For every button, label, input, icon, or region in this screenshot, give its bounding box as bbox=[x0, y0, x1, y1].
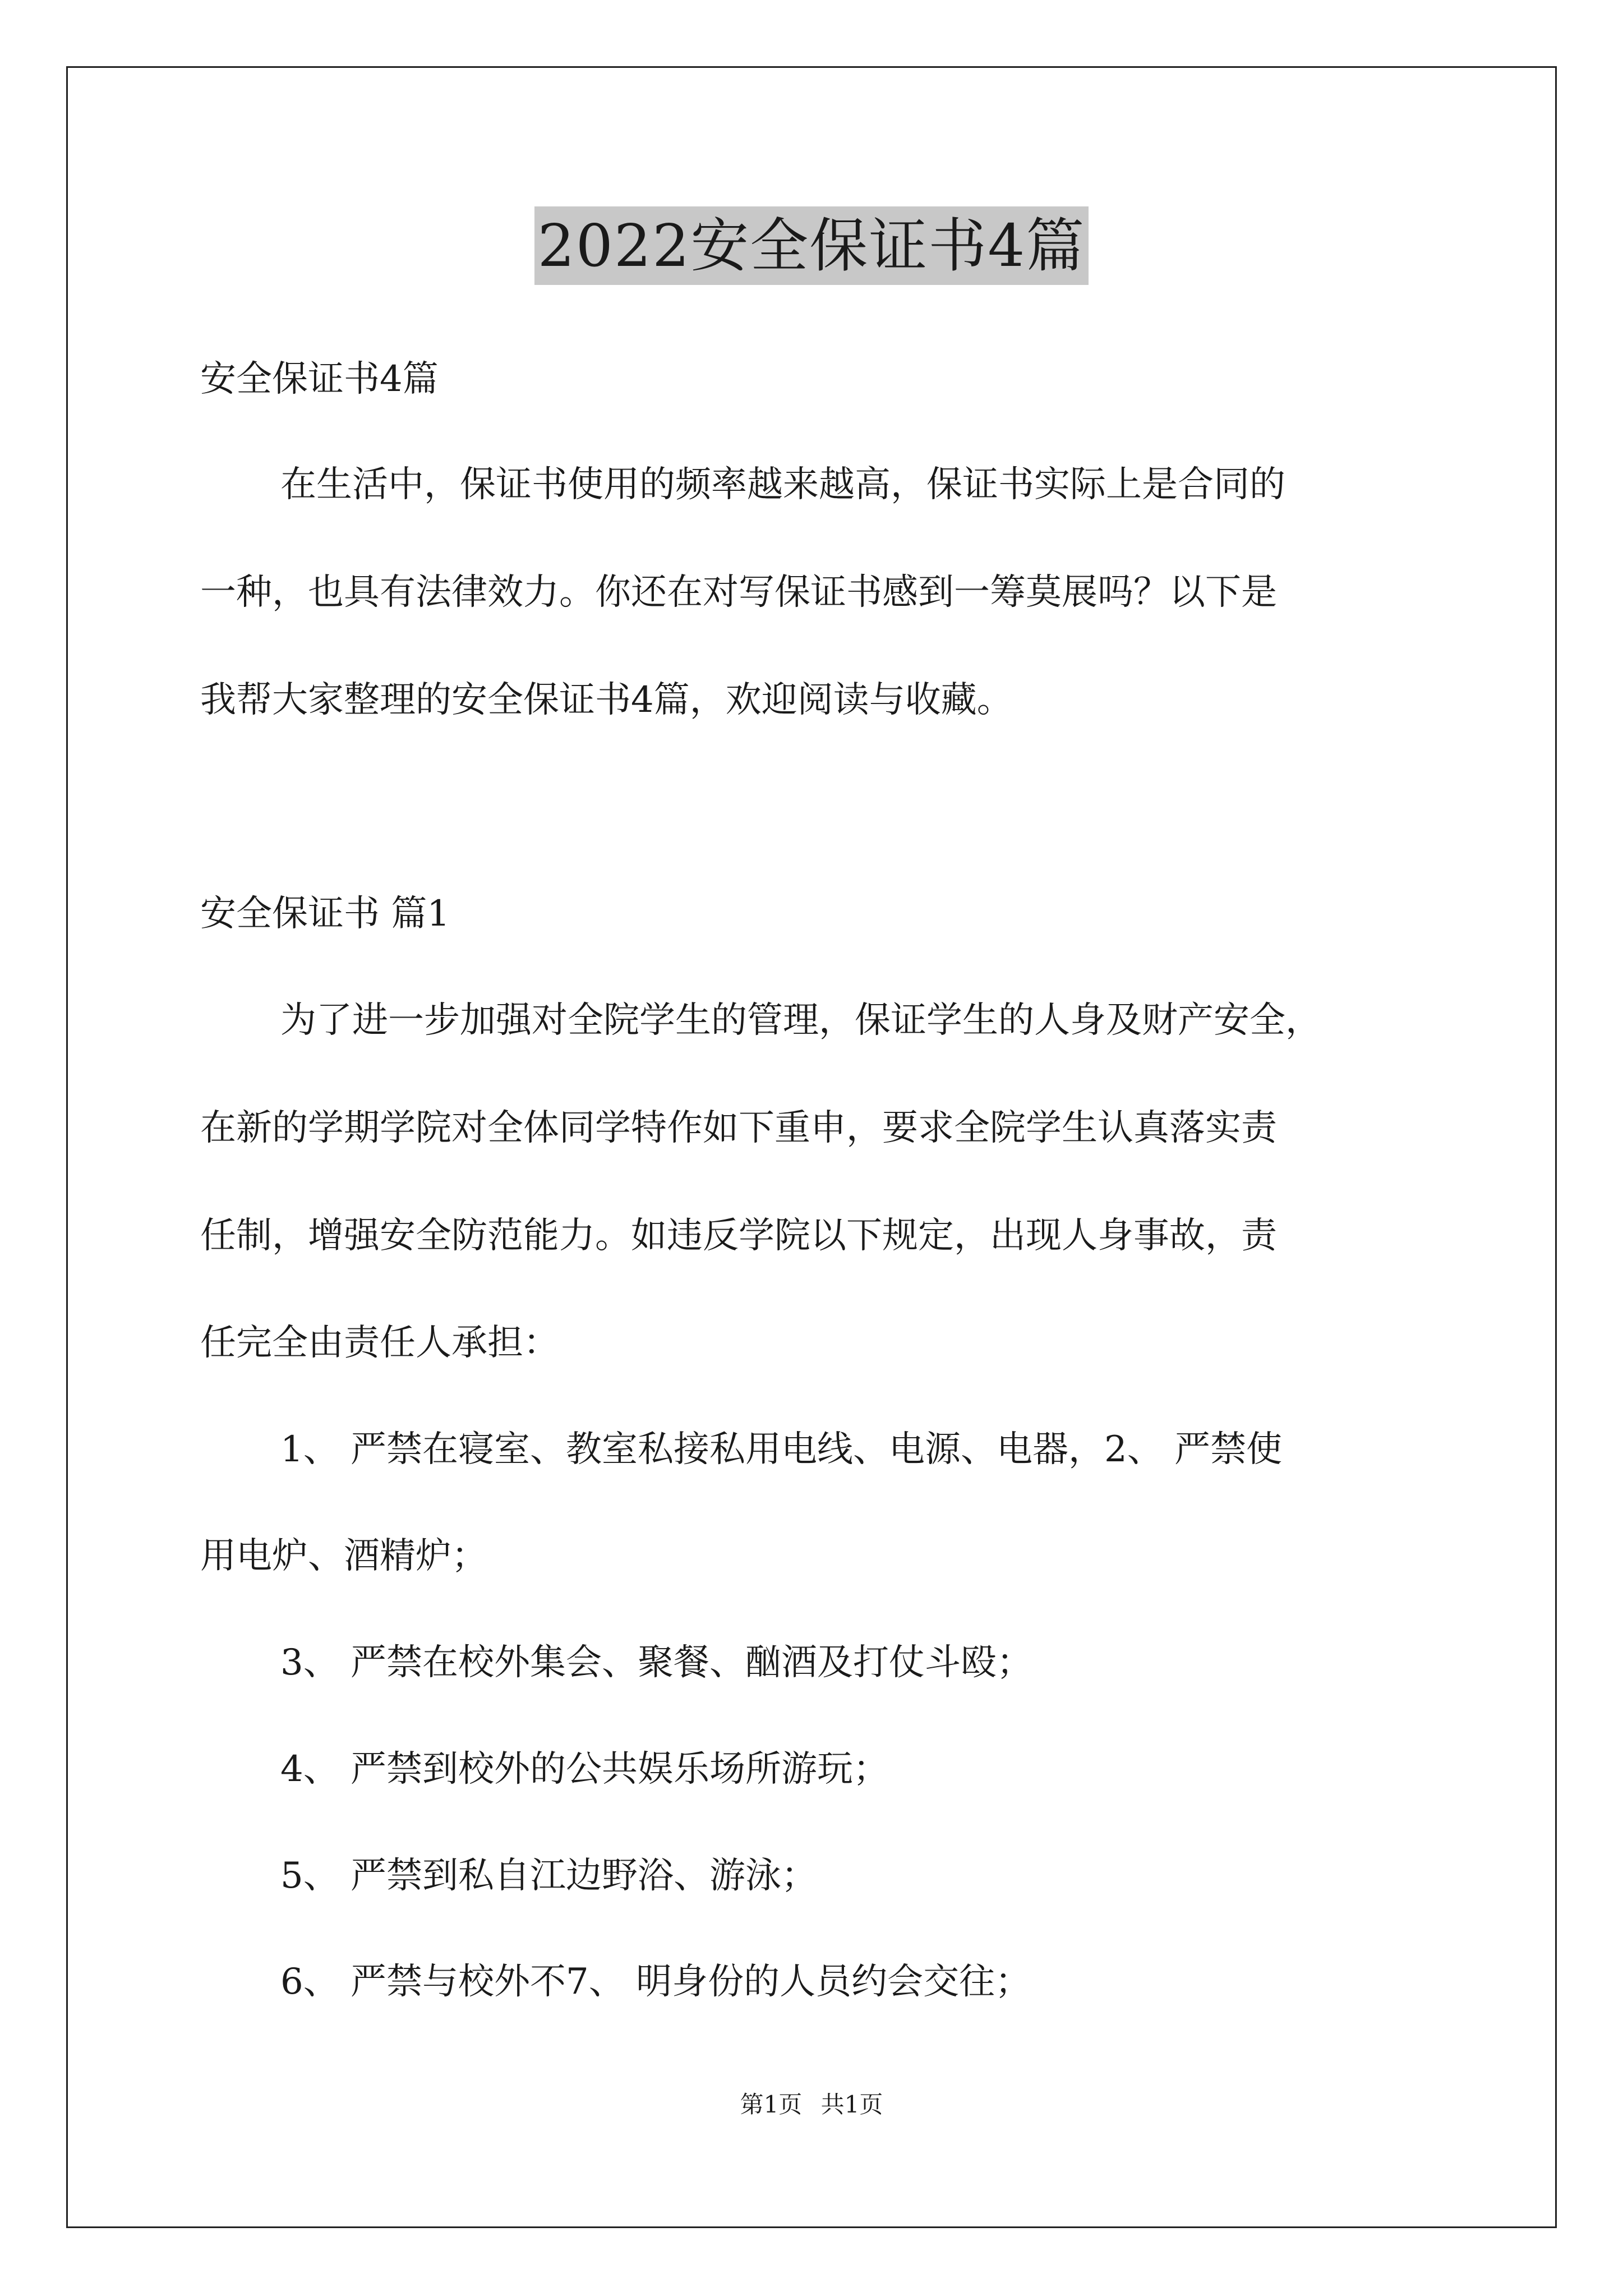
rule-item-1: 1、 严禁在寝室、教室私接私用电线、电源、电器，2、 严禁使 bbox=[280, 1429, 1283, 1470]
intro-line-1: 在生活中，保证书使用的频率越来越高，保证书实际上是合同的 bbox=[280, 464, 1285, 505]
page-footer bbox=[0, 2090, 1623, 2120]
section-body-line-4: 任完全由责任人承担： bbox=[200, 1322, 559, 1364]
title-container bbox=[0, 206, 1623, 285]
rule-item-6: 6、 严禁与校外不7、 明身份的人员约会交往； bbox=[280, 1961, 1031, 2003]
section-body-line-2: 在新的学期学院对全体同学特作如下重申，要求全院学生认真落实责 bbox=[200, 1107, 1277, 1149]
section-body-line-1: 为了进一步加强对全院学生的管理，保证学生的人身及财产安全， bbox=[280, 1000, 1321, 1041]
rule-item-1-continued: 用电炉、酒精炉； bbox=[200, 1535, 487, 1577]
intro-line-2: 一种，也具有法律效力。你还在对写保证书感到一筹莫展吗？以下是 bbox=[200, 572, 1277, 613]
intro-line-3: 我帮大家整理的安全保证书4篇，欢迎阅读与收藏。 bbox=[200, 679, 1013, 721]
section-body-line-3: 任制，增强安全防范能力。如违反学院以下规定，出现人身事故，责 bbox=[200, 1215, 1277, 1257]
rule-item-5: 5、 严禁到私自江边野浴、游泳； bbox=[280, 1855, 818, 1897]
page-number-total: 共1页 bbox=[820, 2091, 883, 2118]
document-subtitle: 安全保证书4篇 bbox=[200, 358, 439, 400]
section-heading: 安全保证书 篇1 bbox=[200, 893, 450, 935]
page-number-current: 第1页 bbox=[740, 2091, 803, 2118]
rule-item-4: 4、 严禁到校外的公共娱乐场所游玩； bbox=[280, 1749, 889, 1790]
rule-item-3: 3、 严禁在校外集会、聚餐、酗酒及打仗斗殴； bbox=[280, 1642, 1033, 1683]
document-title: 2022安全保证书4篇 bbox=[534, 206, 1089, 285]
